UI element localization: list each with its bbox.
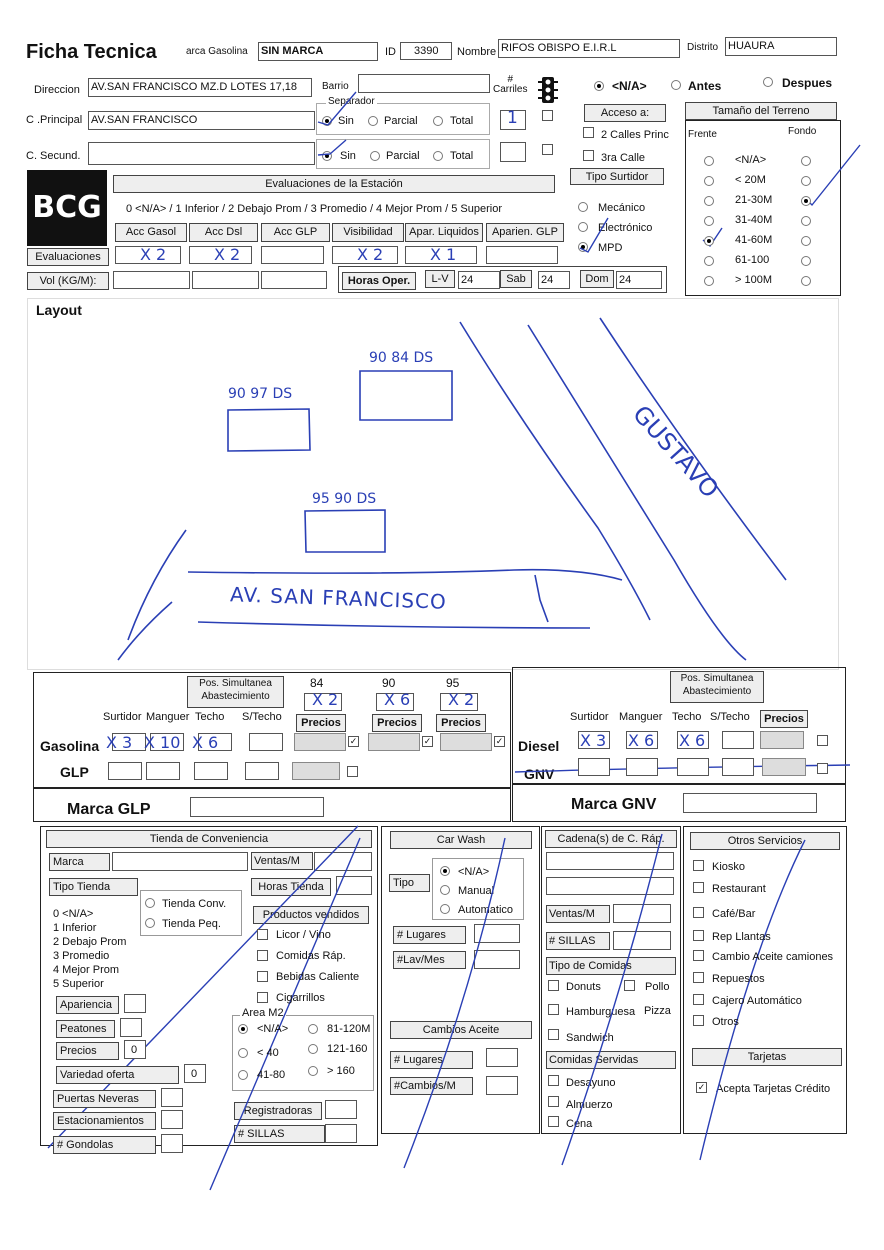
glp-field-2[interactable] (194, 762, 228, 780)
marca-gasolina-field[interactable]: SIN MARCA (258, 42, 378, 61)
area-radio-0[interactable] (238, 1024, 248, 1034)
bcg-logo: BCG (27, 170, 107, 246)
tienda-precios-value: 0 (131, 1044, 138, 1056)
pollo-label: Pollo (645, 981, 670, 993)
frente-radio-5[interactable] (704, 256, 714, 266)
nombre-field[interactable]: RIFOS OBISPO E.I.R.L (498, 39, 680, 58)
dsl-mark-2: X 6 (679, 731, 706, 750)
otros-item-label: Repuestos (712, 973, 765, 985)
tienda-apariencia-label: Apariencia (56, 996, 119, 1014)
calle3-label: 3ra Calle (601, 152, 646, 164)
glp-field-1[interactable] (146, 762, 180, 780)
frente-radio-1[interactable] (704, 176, 714, 186)
direccion-field[interactable]: AV.SAN FRANCISCO MZ.D LOTES 17,18 (88, 78, 312, 97)
area-option-label: < 40 (257, 1047, 279, 1059)
gas-mark-2: X 6 (192, 733, 219, 752)
comidas-label: Comidas Ráp. (276, 950, 346, 962)
cigarrillos-label: Cigarrillos (276, 992, 325, 1004)
frente-label: Frente (688, 129, 717, 140)
timing-despues-label: Despues (782, 76, 833, 90)
fondo-radio-0[interactable] (801, 156, 811, 166)
otros-check-3[interactable] (693, 930, 704, 941)
tienda-estacionamientos-field[interactable] (161, 1110, 183, 1129)
area-option-label: 41-80 (257, 1069, 286, 1081)
stroke-cadena (562, 834, 662, 1165)
octane-label-0: 84 (310, 676, 324, 690)
sab-label: Sab (500, 270, 532, 288)
precios-label-0: Precios (296, 714, 346, 732)
tienda-ventas-label: Ventas/M (251, 852, 313, 870)
eval-col-0[interactable]: Acc Gasol (115, 223, 187, 242)
fondo-radio-2[interactable] (801, 196, 811, 206)
tienda-scale-item: 3 Promedio (53, 950, 110, 962)
otros-title: Otros Servicios (690, 832, 840, 850)
terreno-option-label: 41-60M (735, 234, 773, 246)
frente-radio-0[interactable] (704, 156, 714, 166)
cadena-ventas-label: Ventas/M (546, 905, 610, 923)
gas-field-3[interactable] (249, 733, 283, 751)
cena-label: Cena (566, 1118, 593, 1130)
sab-field[interactable]: 24 (538, 271, 570, 289)
tipo-tienda-label: Tipo Tienda (49, 878, 138, 896)
evaluaciones-title: Evaluaciones de la Estación (113, 175, 555, 193)
tienda-scale-item: 5 Superior (53, 978, 104, 990)
tienda-scale-item: 1 Inferior (53, 922, 97, 934)
otros-item-label: Otros (712, 1016, 739, 1028)
marca-gasolina-label: arca Gasolina (186, 46, 248, 57)
carwash-na-label: <N/A> (458, 866, 490, 878)
eval-mark-4: X 1 (430, 245, 457, 264)
comidas-servidas-label: Comidas Servidas (546, 1051, 676, 1069)
tienda-puertas-field[interactable] (161, 1088, 183, 1107)
gasolina-label: Gasolina (40, 738, 100, 754)
tarjetas-title: Tarjetas (692, 1048, 842, 1066)
parcial-label: Parcial (384, 115, 418, 127)
otros-item-label: Restaurant (712, 883, 766, 895)
stroke-separador-check (318, 92, 356, 125)
dsl-precio-check[interactable] (817, 735, 828, 746)
otros-check-0[interactable] (693, 860, 704, 871)
gas-precio-2[interactable] (440, 733, 492, 751)
stroke-carwash (404, 838, 505, 1168)
terreno-option-label: 61-100 (735, 254, 770, 266)
tienda-gondolas-field[interactable] (161, 1134, 183, 1153)
dsl-field-3[interactable] (722, 731, 754, 749)
area-option-label: 121-160 (327, 1043, 368, 1055)
area-label: Area M2 (242, 1007, 284, 1019)
dsl-precios-label: Precios (760, 710, 808, 728)
calle-principal-field[interactable]: AV.SAN FRANCISCO (88, 111, 315, 130)
comidas-check[interactable] (257, 950, 268, 961)
dsl-precio[interactable] (760, 731, 804, 749)
carriles-value: 1 (507, 108, 518, 128)
precios-label-1: Precios (372, 714, 422, 732)
fondo-radio-6[interactable] (801, 276, 811, 286)
cambios-aceite-title: Cambios Aceite (390, 1021, 532, 1039)
stroke-terreno-fondo (805, 145, 860, 205)
tienda-variedad-label: Variedad oferta (56, 1066, 179, 1084)
cambios-mes-label: #Cambios/M (390, 1077, 473, 1095)
productos-vendidos-label: Productos vendidos (253, 906, 369, 924)
lv-field[interactable]: 24 (458, 271, 500, 289)
eval-col-1[interactable]: Acc Dsl (189, 223, 258, 242)
dom-label: Dom (580, 270, 614, 288)
tienda-peq-label: Tienda Peq. (162, 918, 221, 930)
licor-label: Licor / Vino (276, 929, 331, 941)
gas-col-3: S/Techo (242, 711, 282, 723)
stroke-productos (210, 838, 360, 1190)
terreno-option-label: 31-40M (735, 214, 773, 226)
parcial2-label: Parcial (386, 150, 420, 162)
sketch-label-1: 90 97 DS (228, 386, 293, 402)
distrito-field[interactable]: HUAURA (725, 37, 837, 56)
marca-gnv-label: Marca GNV (571, 796, 657, 813)
dsl-mark-1: X 6 (628, 731, 655, 750)
timing-antes-label: Antes (688, 79, 722, 93)
evaluaciones-row-label: Evaluaciones (27, 248, 109, 266)
layout-label: Layout (36, 302, 82, 318)
frente-radio-3[interactable] (704, 216, 714, 226)
otros-item-label: Kiosko (712, 861, 746, 873)
eval-col-5[interactable]: Aparien. GLP (486, 223, 564, 242)
total-label: Total (450, 115, 474, 127)
gas-mark-0: X 3 (106, 733, 133, 752)
hamburguesa-label: Hamburguesa (566, 1006, 636, 1018)
otros-check-4[interactable] (693, 950, 704, 961)
tipo-surtidor-button[interactable]: Tipo Surtidor (570, 168, 664, 185)
tienda-peatones-label: Peatones (56, 1020, 115, 1038)
octane-label-1: 90 (382, 676, 396, 690)
sin-label: Sin (338, 115, 354, 127)
lv-label: L-V (425, 270, 455, 288)
precios-label-2: Precios (436, 714, 486, 732)
sketch-label-2: 90 84 DS (369, 350, 434, 366)
dsl-pos-simultanea: Pos. Simultanea Abastecimiento (670, 671, 764, 703)
gas-col-2: Techo (195, 711, 225, 723)
acepta-tarjetas-check[interactable]: ✓ (697, 1082, 706, 1092)
tienda-variedad-field[interactable] (184, 1064, 206, 1083)
tienda-marca-label: Marca (49, 853, 110, 871)
fondo-radio-3[interactable] (801, 216, 811, 226)
gnv-field-3[interactable] (722, 758, 754, 776)
otros-check-2[interactable] (693, 907, 704, 918)
eval-col-4[interactable]: Apar. Liquidos (405, 223, 483, 242)
frente-radio-2[interactable] (704, 196, 714, 206)
marca-glp-label: Marca GLP (67, 801, 151, 818)
terreno-title: Tamaño del Terreno (685, 102, 837, 120)
glp-precio-check[interactable] (347, 766, 358, 777)
eval-mark-3: X 2 (357, 245, 384, 264)
gnv-label: GNV (524, 766, 555, 782)
otros-item-label: Café/Bar (712, 908, 756, 920)
carwash-tipo-label: Tipo (389, 874, 430, 892)
gnv-field-2[interactable] (677, 758, 709, 776)
cadena-sillas-label: # SILLAS (546, 932, 610, 950)
calles2-label: 2 Calles Princ (601, 129, 669, 141)
tienda-variedad-value: 0 (191, 1068, 198, 1080)
dsl-col-0: Surtidor (570, 711, 609, 723)
licor-check[interactable] (257, 929, 268, 940)
dsl-col-3: S/Techo (710, 711, 750, 723)
sin2-label: Sin (340, 150, 356, 162)
vol-label: Vol (KG/M): (27, 272, 109, 290)
gas-col-1: Manguer (146, 711, 190, 723)
id-label: ID (385, 46, 396, 58)
tienda-precios-label: Precios (56, 1042, 119, 1060)
terreno-option-label: <N/A> (735, 154, 767, 166)
electronico-label: Electrónico (598, 222, 653, 234)
otros-item-label: Cajero Automático (712, 995, 802, 1007)
fondo-label: Fondo (788, 126, 817, 137)
carwash-lugares-label: # Lugares (393, 926, 466, 944)
pizza-label: Pizza (644, 1005, 671, 1017)
carwash-auto-label: Automatico (458, 904, 514, 916)
timing-na-label: <N/A> (612, 79, 647, 93)
octane-mark-1: X 6 (384, 690, 411, 709)
tienda-apariencia-field[interactable] (124, 994, 146, 1013)
carwash-title: Car Wash (390, 831, 532, 849)
gas-precio-check-0[interactable]: ✓ (349, 736, 358, 746)
calle-principal-label: C .Principal (26, 114, 83, 126)
tienda-sillas-label: # SILLAS (234, 1125, 325, 1143)
eval-col-2[interactable]: Acc GLP (261, 223, 330, 242)
dsl-col-1: Manguer (619, 711, 663, 723)
eval-field-5[interactable] (486, 246, 558, 264)
area-option-label: <N/A> (257, 1023, 289, 1035)
octane-mark-0: X 2 (312, 690, 339, 709)
cambios-lugares-label: # Lugares (390, 1051, 473, 1069)
otros-check-1[interactable] (693, 882, 704, 893)
area-radio-1[interactable] (308, 1024, 318, 1034)
page-title: Ficha Tecnica (26, 41, 157, 63)
area-radio-5[interactable] (308, 1066, 318, 1076)
tienda-puertas-label: Puertas Neveras (53, 1090, 156, 1108)
acepta-tarjetas-label: Acepta Tarjetas Crédito (716, 1083, 831, 1095)
terreno-option-label: > 100M (735, 274, 772, 286)
dom-field[interactable]: 24 (616, 271, 662, 289)
otros-item-label: Cambio Aceite camiones (712, 951, 834, 963)
fondo-radio-4[interactable] (801, 236, 811, 246)
horas-oper-label: Horas Oper. (342, 272, 416, 290)
barrio-label: Barrio (322, 81, 349, 92)
otros-item-label: Rep Llantas (712, 931, 771, 943)
tienda-scale-item: 2 Debajo Prom (53, 936, 127, 948)
donuts-label: Donuts (566, 981, 601, 993)
octane-mark-2: X 2 (448, 690, 475, 709)
cadena-title: Cadena(s) de C. Ráp. (545, 830, 677, 848)
otros-check-5[interactable] (693, 972, 704, 983)
gnv-precio-check[interactable] (817, 763, 828, 774)
sandwich-label: Sandwich (566, 1032, 614, 1044)
gas-precio-0[interactable] (294, 733, 346, 751)
eval-mark-1: X 2 (214, 245, 241, 264)
area-option-label: 81-120M (327, 1023, 371, 1035)
calle-secundaria-label: C. Secund. (26, 150, 81, 162)
eval-col-3[interactable]: Visibilidad (332, 223, 404, 242)
glp-field-3[interactable] (245, 762, 279, 780)
bebidas-check[interactable] (257, 971, 268, 982)
gas-col-0: Surtidor (103, 711, 142, 723)
frente-radio-6[interactable] (704, 276, 714, 286)
tienda-title: Tienda de Conveniencia (46, 830, 372, 848)
horas-tienda-label: Horas Tienda (251, 878, 331, 896)
sketch-label-3: 95 90 DS (312, 491, 377, 507)
glp-precio[interactable] (292, 762, 340, 780)
diesel-label: Diesel (518, 738, 560, 754)
gnv-field-1[interactable] (626, 758, 658, 776)
id-field[interactable]: 3390 (400, 42, 452, 60)
glp-label: GLP (60, 764, 89, 780)
gas-precio-check-2[interactable]: ✓ (495, 736, 504, 746)
bebidas-label: Bebidas Caliente (276, 971, 360, 983)
cigarrillos-check[interactable] (257, 992, 268, 1003)
tienda-estacionamientos-label: Estacionamientos (53, 1112, 156, 1130)
area-radio-2[interactable] (238, 1048, 248, 1058)
eval-mark-0: X 2 (140, 245, 167, 264)
mpd-label: MPD (598, 242, 623, 254)
tienda-scale-item: 0 <N/A> (53, 908, 94, 920)
registradoras-label: Registradoras (234, 1102, 322, 1120)
almuerzo-label: Almuerzo (566, 1099, 613, 1111)
desayuno-label: Desayuno (566, 1077, 616, 1089)
tienda-precios-field[interactable] (124, 1040, 146, 1059)
total2-label: Total (450, 150, 474, 162)
sketch-street-label-1: AV. SAN FRANCISCO (229, 582, 448, 614)
fondo-radio-1[interactable] (801, 176, 811, 186)
lav-mes-label: #Lav/Mes (393, 951, 466, 969)
sketch-street-label-2: GUSTAVO (627, 400, 725, 504)
tienda-gondolas-label: # Gondolas (53, 1136, 156, 1154)
tipo-comidas-label: Tipo de Comidas (546, 957, 676, 975)
nombre-label: Nombre (457, 46, 497, 58)
mecanico-label: Mecánico (598, 202, 646, 214)
carwash-manual-label: Manual (458, 885, 495, 897)
glp-field-0[interactable] (108, 762, 142, 780)
gas-pos-simultanea: Pos. Simultanea Abastecimiento (187, 676, 284, 708)
gas-precio-check-1[interactable]: ✓ (423, 736, 432, 746)
fondo-radio-5[interactable] (801, 256, 811, 266)
stroke-separador2-check (318, 140, 346, 155)
distrito-label: Distrito (687, 42, 719, 53)
otros-check-6[interactable] (693, 994, 704, 1005)
area-radio-4[interactable] (238, 1070, 248, 1080)
tienda-peatones-field[interactable] (120, 1018, 142, 1037)
acceso-button[interactable]: Acceso a: (584, 104, 666, 122)
tienda-scale-item: 4 Mejor Prom (53, 964, 120, 976)
gas-precio-1[interactable] (368, 733, 420, 751)
carriles-label: # Carriles (493, 74, 528, 95)
eval-field-2[interactable] (261, 246, 324, 264)
gnv-field-0[interactable] (578, 758, 610, 776)
terreno-option-label: < 20M (735, 174, 766, 186)
dsl-col-2: Techo (672, 711, 702, 723)
tienda-conv-label: Tienda Conv. (162, 898, 227, 910)
dsl-mark-0: X 3 (580, 731, 607, 750)
terreno-option-label: 21-30M (735, 194, 773, 206)
stroke-mpd-check (580, 218, 608, 252)
frente-radio-4[interactable] (704, 236, 714, 246)
otros-check-7[interactable] (693, 1015, 704, 1026)
octane-label-2: 95 (446, 676, 460, 690)
separador-label: Separador (328, 96, 375, 107)
gas-mark-1: X 10 (144, 733, 181, 752)
evaluaciones-scale: 0 <N/A> / 1 Inferior / 2 Debajo Prom / 3 Promedio / 4 Mejor Prom / 5 Superior (126, 203, 502, 215)
area-option-label: > 160 (327, 1065, 355, 1077)
area-radio-3[interactable] (308, 1044, 318, 1054)
gnv-precio[interactable] (762, 758, 806, 776)
direccion-label: Direccion (34, 84, 80, 96)
